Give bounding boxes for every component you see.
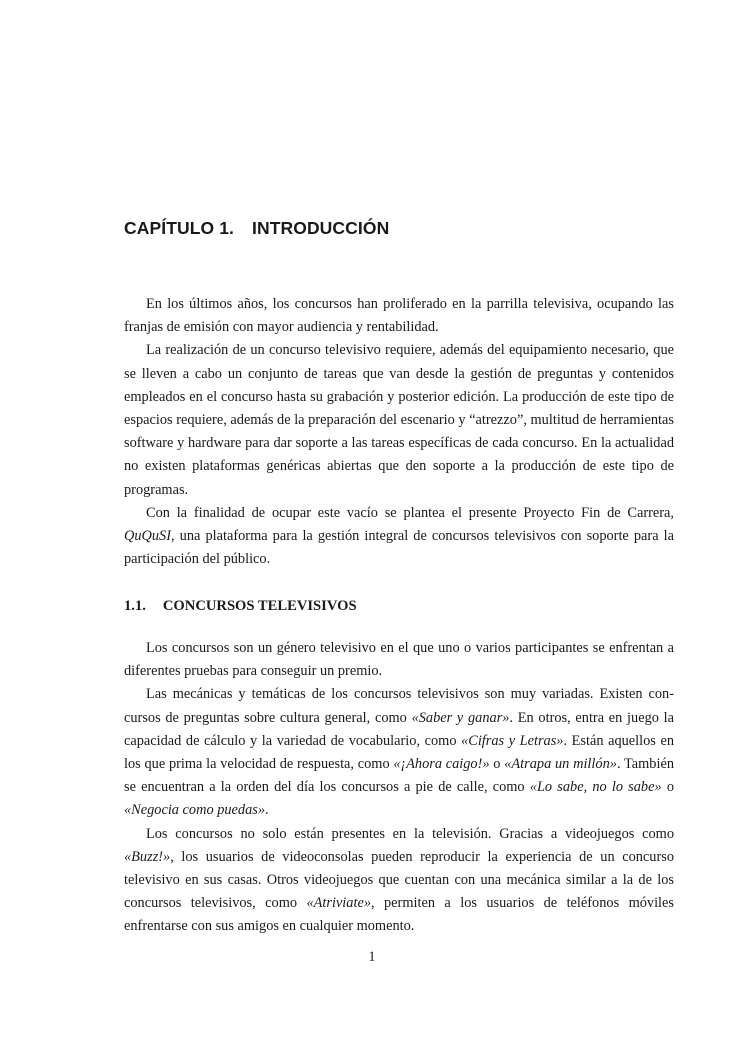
- paragraph-text: .: [265, 802, 269, 819]
- paragraph-text: Con la finalidad de ocupar este vacío se plantea el presente Proyecto Fin de Carrera,: [146, 504, 674, 521]
- paragraph-text: . En otros, entra en juego la capacidad de cálculo y la variedad de vocabulario, como: [124, 709, 674, 749]
- paragraph-text: , permiten a los usuarios de teléfonos móviles enfrentarse con sus amigos en cualquier momento.: [124, 895, 674, 935]
- paragraph-text: La realización de un concurso televisivo requiere, además del equipamiento necesario, que se lleven a cabo un conjunto de tareas que van desde la gestión de preguntas y contenidos empleados en el concurso hasta su grabación y posterior edición. La producción de este tipo de espacios requiere, además de la preparación del escenario y “atrezzo”, multitud de herramientas software y hardware para dar soporte a las tareas específicas de cada concurso. En la actualidad no existen plataformas genéricas abiertas que den soporte a la producción de este tipo de programas.: [124, 342, 674, 498]
- chapter-number: CAPÍTULO 1.: [124, 218, 234, 238]
- show-title: «Lo sabe, no lo sabe»: [529, 779, 662, 796]
- show-title: «Saber y ganar»: [411, 709, 510, 726]
- paragraph-text: Las mecánicas y temáticas de los concursos televisivos son muy variadas. Existen concursos de preguntas sobre cultura general, como: [124, 686, 674, 726]
- show-title: «Negocia como puedas»: [124, 802, 266, 819]
- section-heading: [124, 598, 357, 615]
- paragraph: [124, 502, 674, 572]
- paragraph-text: . También se encuentran a la orden del día los concursos a pie de calle, como: [124, 756, 674, 796]
- paragraph: [124, 339, 674, 501]
- paragraph: [124, 293, 674, 339]
- paragraph-text: o: [661, 779, 675, 796]
- paragraph: [124, 637, 674, 683]
- chapter-heading: [124, 218, 389, 239]
- chapter-title: INTRODUCCIÓN: [252, 218, 390, 238]
- show-title: «¡Ahora caigo!»: [393, 756, 490, 773]
- paragraph: [124, 823, 674, 939]
- paragraph-text: , los usuarios de videoconsolas pueden reproducir la experiencia de un concurso televisivo en sus casas. Otros videojuegos que cuentan con una mecánica similar a la de los concursos televisivos, como: [124, 848, 674, 912]
- paragraph-text: Los concursos son un género televisivo en el que uno o varios participantes se enfrentan a diferentes pruebas para conseguir un premio.: [124, 640, 674, 680]
- paragraph-text: . Están aquellos en los que prima la velocidad de respuesta, como: [124, 732, 675, 773]
- paragraph-text: , una plataforma para la gestión integral de concursos televisivos con soporte para la participación del público.: [124, 528, 674, 568]
- section-number: 1.1.: [124, 598, 146, 614]
- intro-text: [124, 293, 674, 571]
- show-title: «Cifras y Letras»: [461, 732, 564, 749]
- section-title: CONCURSOS TELEVISIVOS: [162, 598, 357, 614]
- page-number: 1: [368, 949, 376, 965]
- paragraph: [124, 683, 674, 822]
- paragraph-text: Los concursos no solo están presentes en la televisión. Gracias a videojuegos como: [146, 825, 674, 842]
- paragraph-text: En los últimos años, los concursos han proliferado en la parrilla televisiva, ocupando las franjas de emisión con mayor audiencia y rentabilidad.: [124, 296, 674, 336]
- show-title: «Atrapa un millón»: [504, 756, 617, 773]
- paragraph-text: o: [489, 756, 505, 773]
- game-title: «Buzz!»: [124, 848, 171, 865]
- section-text: [124, 637, 674, 939]
- project-name: QuQuSI: [124, 528, 172, 545]
- game-title: «Atriviate»: [306, 895, 371, 912]
